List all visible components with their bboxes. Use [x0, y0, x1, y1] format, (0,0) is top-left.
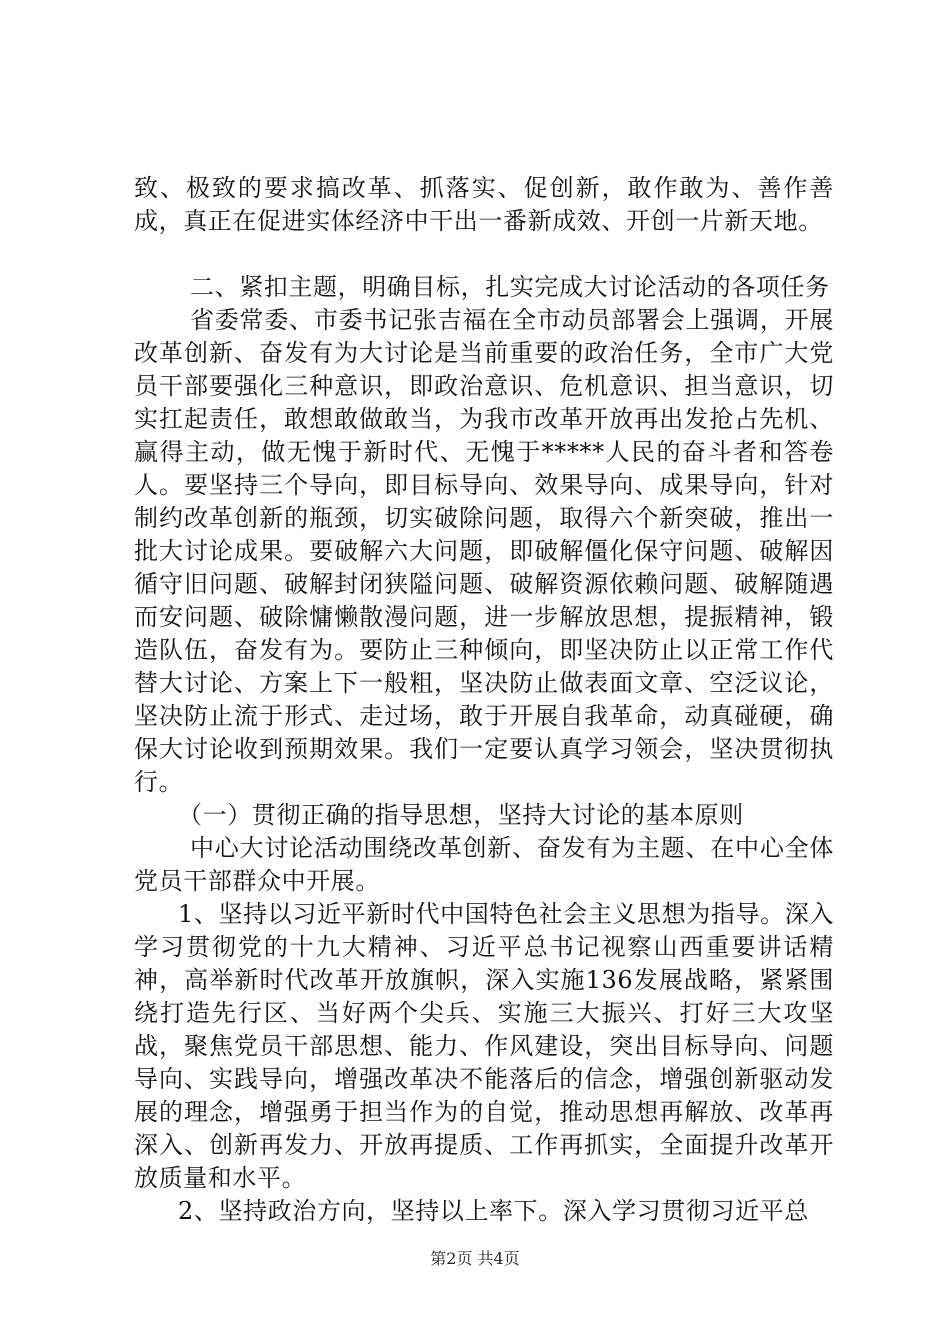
paragraph-principle-2: 2、坚持政治方向，坚持以上率下。深入学习贯彻习近平总: [178, 1197, 809, 1225]
document-body: [134, 172, 834, 1228]
paragraph-activity-scope: 中心大讨论活动围绕改革创新、奋发有为主题、在中心全体党员干部群众中开展。: [134, 834, 834, 895]
paragraph-continuation: 致、极致的要求搞改革、抓落实、促创新，敢作敢为、善作善成，真正在促进实体经济中干出一番新成效、开创一片新天地。: [134, 174, 834, 235]
subsection-heading-1: （一）贯彻正确的指导思想，坚持大讨论的基本原则: [178, 801, 744, 829]
paragraph-speech-summary: 省委常委、市委书记张吉福在全市动员部署会上强调，开展改革创新、奋发有为大讨论是当前重要的政治任务，全市广大党员干部要强化三种意识，即政治意识、危机意识、担当意识，切实扛起责任，敢想敢做敢当，为我市改革开放再出发抢占先机、赢得主动，做无愧于新时代、无愧于*****人民的奋斗者和答卷人。要坚持三个导向，即目标导向、效果导向、成果导向，针对制约改革创新的瓶颈，切实破除问题，取得六个新突破，推出一批大讨论成果。要破解六大问题，即破解僵化保守问题、破解因循守旧问题、破解封闭狭隘问题、破解资源依赖问题、破解随遇而安问题、破除慵懒散漫问题，进一步解放思想，提振精神，锻造队伍，奋发有为。要防止三种倾向，即坚决防止以正常工作代替大讨论、方案上下一般粗，坚决防止做表面文章、空泛议论，坚决防止流于形式、走过场，敢于开展自我革命，动真碰硬，确保大讨论收到预期效果。我们一定要认真学习领会，坚决贯彻执行。: [134, 306, 834, 796]
page-number-footer: 第2页 共4页: [430, 1249, 520, 1268]
section-heading-2: 二、紧扣主题，明确目标，扎实完成大讨论活动的各项任务: [190, 273, 830, 301]
paragraph-principle-1: 1、坚持以习近平新时代中国特色社会主义思想为指导。深入学习贯彻党的十九大精神、习近平总书记视察山西重要讲话精神，高举新时代改革开放旗帜，深入实施136发展战略，紧紧围绕打造先行区、当好两个尖兵、实施三大振兴、打好三大攻坚战，聚焦党员干部思想、能力、作风建设，突出目标导向、问题导向、实践导向，增强改革决不能落后的信念，增强创新驱动发展的理念，增强勇于担当作为的自觉，推动思想再解放、改革再深入、创新再发力、开放再提质、工作再抓实，全面提升改革开放质量和水平。: [134, 900, 834, 1192]
